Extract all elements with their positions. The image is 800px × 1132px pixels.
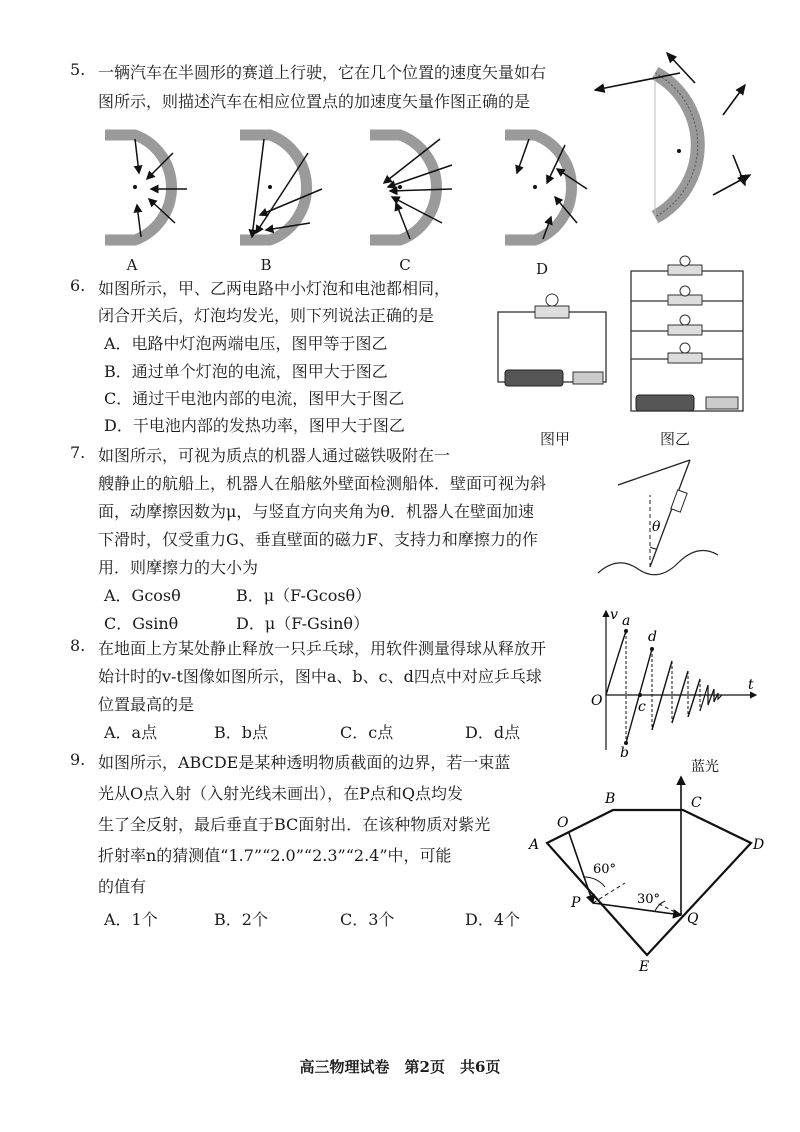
q7-line-2: 艘静止的航船上，机器人在船舷外壁面检测船体．壁面可视为斜 <box>98 474 547 493</box>
q9-angle-30: 30° <box>637 892 661 907</box>
q6-option-a: A．电路中灯泡两端电压，图甲等于图乙 <box>104 334 388 353</box>
q6-option-d: D．干电池内部的发热功率，图甲大于图乙 <box>104 416 405 435</box>
q7-option-c: C．Gsinθ <box>104 614 179 633</box>
q6-circuit-a <box>495 290 610 390</box>
q8-option-c: C．c点 <box>340 723 394 742</box>
q7-hull-figure <box>598 455 718 585</box>
q8-option-d: D．d点 <box>465 723 521 742</box>
q9-option-d: D．4个 <box>465 910 521 929</box>
q9-label-e: E <box>639 959 650 975</box>
q9-line-1: 如图所示，ABCDE是某种透明物质截面的边界，若一束蓝 <box>98 753 511 772</box>
q7-number: 7. <box>70 443 86 462</box>
q5-option-c-figure <box>370 135 452 240</box>
q8-t-label: t <box>748 677 754 693</box>
q8-v-label: v <box>610 607 618 623</box>
q5-line-2: 图所示，则描述汽车在相应位置点的加速度矢量作图正确的是 <box>98 92 531 111</box>
q7-line-4: 下滑时，仅受重力G、垂直壁面的磁力F、支持力和摩擦力的作 <box>98 530 538 549</box>
q5-option-d-label: D <box>535 260 549 278</box>
q7-option-a: A．Gcosθ <box>104 586 181 605</box>
q7-line-3: 面，动摩擦因数为μ，与竖直方向夹角为θ．机器人在壁面加速 <box>98 502 535 521</box>
q8-o-label: O <box>591 693 603 709</box>
q8-number: 8. <box>70 636 86 655</box>
q7-line-1: 如图所示，可视为质点的机器人通过磁铁吸附在一 <box>98 446 451 465</box>
q8-vt-graph <box>588 605 760 760</box>
q8-line-3: 位置最高的是 <box>98 695 195 714</box>
q9-option-a: A．1个 <box>104 910 158 929</box>
q9-prism-figure <box>525 755 775 975</box>
q8-option-b: B．b点 <box>214 723 269 742</box>
q9-label-o: O <box>557 815 569 831</box>
q6-option-c: C．通过干电池内部的电流，图甲大于图乙 <box>104 389 405 408</box>
q9-line-5: 的值有 <box>98 877 147 896</box>
q9-label-p: P <box>571 895 581 911</box>
q9-label-d: D <box>753 837 765 853</box>
q5-number: 5. <box>70 60 86 79</box>
q9-label-c: C <box>691 795 702 811</box>
q9-label-q: Q <box>687 911 699 927</box>
q6-line-2: 闭合开关后，灯泡均发光，则下列说法正确的是 <box>98 306 435 325</box>
q9-label-b: B <box>605 791 616 807</box>
q6-option-b: B．通过单个灯泡的电流，图甲大于图乙 <box>104 362 388 381</box>
q8-b-label: b <box>620 745 629 761</box>
q9-number: 9. <box>70 750 86 769</box>
q8-c-label: c <box>638 699 646 715</box>
q5-option-a-label: A <box>126 256 138 274</box>
q6-circuit-b <box>628 255 746 415</box>
q8-line-1: 在地面上方某处静止释放一只乒乓球，用软件测量得球从释放开 <box>98 639 547 658</box>
q5-option-figures <box>95 125 575 280</box>
q8-d-label: d <box>648 629 657 645</box>
q7-option-b: B．μ（F-Gcosθ） <box>236 586 372 605</box>
q7-option-d: D．μ（F-Gsinθ） <box>236 614 370 633</box>
q9-line-3: 生了全反射，最后垂直于BC面射出．在该种物质对紫光 <box>98 815 491 834</box>
q9-option-b: B．2个 <box>214 910 268 929</box>
q6-number: 6. <box>70 276 86 295</box>
q6-line-1: 如图所示，甲、乙两电路中小灯泡和电池都相同， <box>98 279 451 298</box>
q9-angle-60: 60° <box>593 862 617 877</box>
q8-a-label: a <box>622 613 631 629</box>
q5-velocity-figure <box>585 45 785 225</box>
q7-theta-label: θ <box>652 519 661 535</box>
q8-option-a: A．a点 <box>104 723 158 742</box>
q5-option-b-label: B <box>260 256 272 274</box>
page-footer: 高三物理试卷 第2页 共6页 <box>299 1058 501 1076</box>
q6-fig-b-label: 图乙 <box>659 430 690 448</box>
q9-line-4: 折射率n的猜测值“1.7”“2.0”“2.3”“2.4”中，可能 <box>98 846 452 865</box>
q9-option-c: C．3个 <box>340 910 395 929</box>
q9-blue-light-label: 蓝光 <box>691 759 719 775</box>
q5-option-a-figure <box>105 135 187 240</box>
q5-option-b-figure <box>240 135 322 240</box>
q6-fig-a-label: 图甲 <box>539 430 570 448</box>
q8-line-2: 始计时的v-t图像如图所示，图中a、b、c、d四点中对应乒乓球 <box>98 667 542 686</box>
q9-line-2: 光从O点入射（入射光线未画出），在P点和Q点均发 <box>98 784 464 803</box>
q5-option-d-figure <box>505 135 587 240</box>
q9-label-a: A <box>529 837 540 853</box>
q7-line-5: 用．则摩擦力的大小为 <box>98 558 259 577</box>
q5-option-c-label: C <box>399 256 411 274</box>
q5-line-1: 一辆汽车在半圆形的赛道上行驶，它在几个位置的速度矢量如右 <box>98 63 547 82</box>
